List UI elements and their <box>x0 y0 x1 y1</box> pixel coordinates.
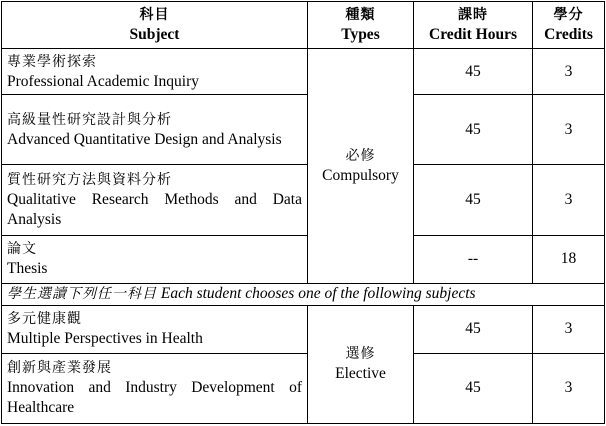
table-row <box>2 305 605 353</box>
table-row <box>2 95 605 165</box>
table-row <box>2 165 605 235</box>
subject-en: Professional Academic Inquiry <box>7 72 199 90</box>
hours-cell: 45 <box>414 305 533 353</box>
credits-cell: 18 <box>533 235 605 283</box>
hours-cell: 45 <box>414 95 533 165</box>
subject-en: Qualitative Research Methods and Data Analysis <box>7 190 302 228</box>
subject-cell <box>2 235 308 283</box>
credits-header-en: Credits <box>544 26 593 44</box>
table-row <box>2 235 605 283</box>
elective-note-row <box>2 283 605 305</box>
types-header-zh: 種類 <box>345 7 376 24</box>
credits-header <box>533 2 605 49</box>
elective-note <box>2 283 605 305</box>
table-row <box>2 49 605 95</box>
subject-header <box>2 2 308 49</box>
types-header <box>308 2 414 49</box>
elective-note-en: Each student chooses one of the following subjects <box>160 285 476 303</box>
table-row <box>2 353 605 423</box>
subject-en: Advanced Quantitative Design and Analysis <box>7 130 282 148</box>
subject-en: Multiple Perspectives in Health <box>7 330 203 348</box>
subject-header-zh: 科目 <box>139 7 170 24</box>
credits-cell: 3 <box>533 353 605 423</box>
credits-header-zh: 學分 <box>553 7 584 24</box>
credits-cell: 3 <box>533 305 605 353</box>
hours-cell: 45 <box>414 165 533 235</box>
hours-header-en: Credit Hours <box>429 26 517 44</box>
subject-zh: 多元健康觀 <box>7 311 82 328</box>
hours-header <box>414 2 533 49</box>
subject-cell <box>2 95 308 165</box>
subject-zh: 論文 <box>7 241 37 258</box>
hours-cell: 45 <box>414 353 533 423</box>
credits-cell: 3 <box>533 95 605 165</box>
hours-cell: -- <box>414 235 533 283</box>
elective-note-zh: 學生選讀下列任一科目 <box>7 286 157 303</box>
header-row <box>2 2 605 49</box>
type-en: Elective <box>335 365 386 383</box>
elective-type-cell <box>308 305 414 423</box>
subject-cell <box>2 165 308 235</box>
subject-zh: 專業學術探索 <box>7 53 97 70</box>
subject-cell <box>2 353 308 423</box>
type-zh: 選修 <box>345 346 376 363</box>
subject-cell <box>2 49 308 95</box>
type-zh: 必修 <box>345 147 376 164</box>
credits-cell: 3 <box>533 165 605 235</box>
subject-en: Thesis <box>7 260 48 278</box>
type-en: Compulsory <box>322 166 399 184</box>
course-table <box>1 1 605 424</box>
compulsory-type-cell <box>308 49 414 284</box>
credits-cell: 3 <box>533 49 605 95</box>
subject-zh: 高級量性研究設計與分析 <box>7 111 172 128</box>
hours-cell: 45 <box>414 49 533 95</box>
subject-header-en: Subject <box>129 26 180 44</box>
subject-en: Innovation and Industry Development of Healthcare <box>7 379 302 417</box>
subject-cell <box>2 305 308 353</box>
subject-zh: 質性研究方法與資料分析 <box>7 171 172 188</box>
subject-zh: 創新與產業發展 <box>7 360 112 377</box>
types-header-en: Types <box>341 26 380 44</box>
hours-header-zh: 課時 <box>458 7 488 24</box>
